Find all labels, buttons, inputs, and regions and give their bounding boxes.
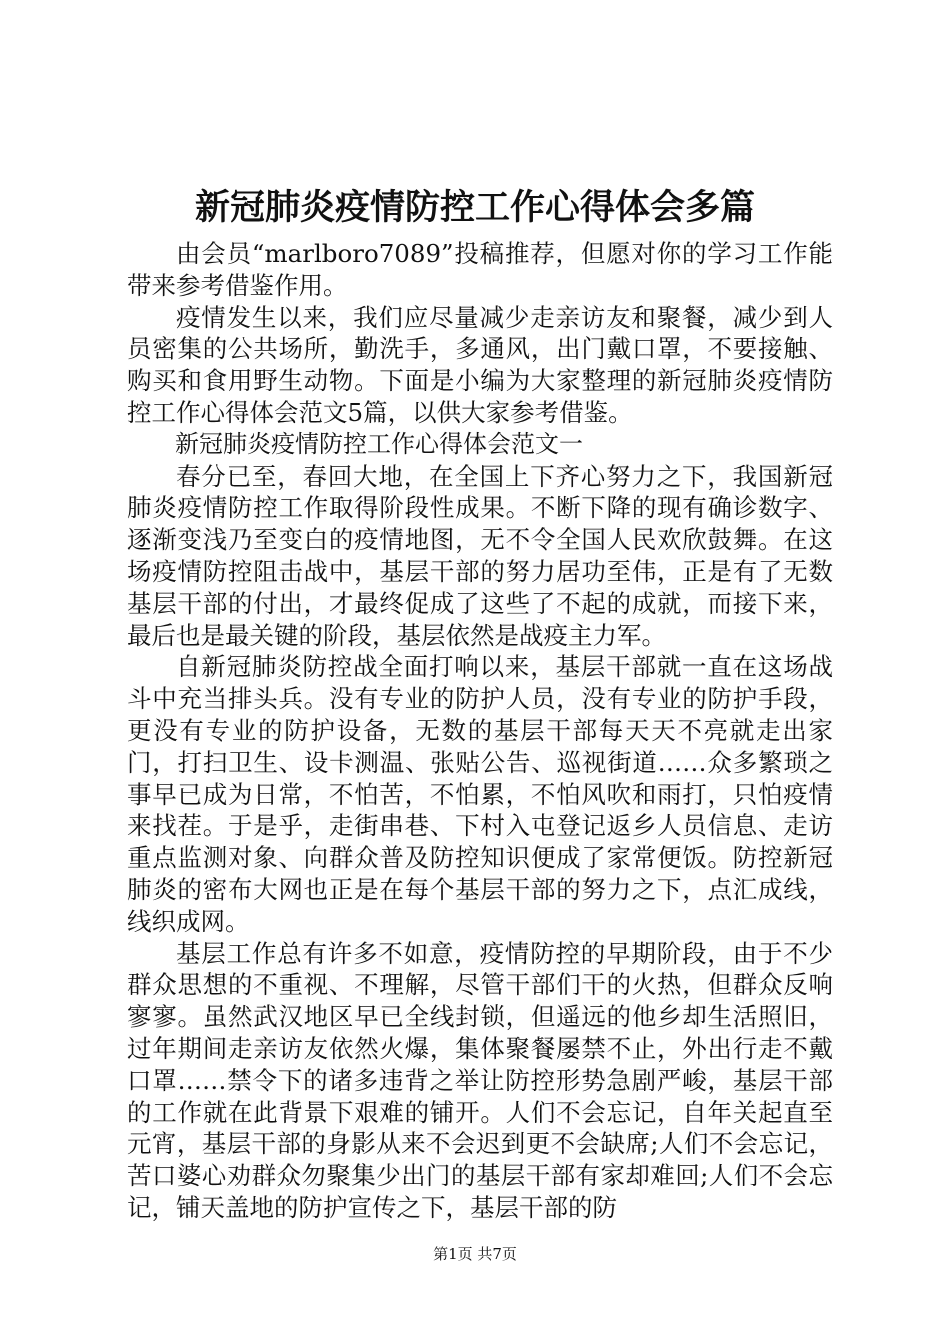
paragraph-intro: 由会员“marlboro7089”投稿推荐，但愿对你的学习工作能带来参考借鉴作用。 [127,239,833,300]
paragraph-body: 春分已至，春回大地，在全国上下齐心努力之下，我国新冠肺炎疫情防控工作取得阶段性成果。不断下降的现有确诊数字、逐渐变浅乃至变白的疫情地图，无不令全国人民欢欣鼓舞。在这场疫情防控阻击战中，基层干部的努力居功至伟，正是有了无数基层干部的付出，才最终促成了这些了不起的成就，而接下来，最后也是最关键的阶段，基层依然是战疫主力军。 [127,461,833,650]
paragraph-body: 基层工作总有许多不如意，疫情防控的早期阶段，由于不少群众思想的不重视、不理解，尽管干部们干的火热，但群众反响寥寥。虽然武汉地区早已全线封锁，但遥远的他乡却生活照旧，过年期间走亲访友依然火爆，集体聚餐屡禁不止，外出行走不戴口罩……禁令下的诸多违背之举让防控形势急剧严峻，基层干部的工作就在此背景下艰难的铺开。人们不会忘记，自年关起直至元宵，基层干部的身影从来不会迟到更不会缺席;人们不会忘记，苦口婆心劝群众勿聚集少出门的基层干部有家却难回;人们不会忘记，铺天盖地的防护宣传之下，基层干部的防 [127,938,833,1222]
document-body [127,238,833,1224]
page-footer: 第1页 共7页 [433,1245,517,1263]
document-title: 新冠肺炎疫情防控工作心得体会多篇 [194,187,755,228]
paragraph-body: 自新冠肺炎防控战全面打响以来，基层干部就一直在这场战斗中充当排头兵。没有专业的防护人员，没有专业的防护手段，更没有专业的防护设备，无数的基层干部每天天不亮就走出家门，打扫卫生、设卡测温、张贴公告、巡视街道……众多繁琐之事早已成为日常，不怕苦，不怕累，不怕风吹和雨打，只怕疫情来找茬。于是乎，走街串巷、下村入屯登记返乡人员信息、走访重点监测对象、向群众普及防控知识便成了家常便饭。防控新冠肺炎的密布大网也正是在每个基层干部的努力之下，点汇成线，线织成网。 [127,652,833,936]
paragraph-summary: 疫情发生以来，我们应尽量减少走亲访友和聚餐，减少到人员密集的公共场所，勤洗手，多通风，出门戴口罩，不要接触、购买和食用野生动物。下面是小编为大家整理的新冠肺炎疫情防控工作心得体会范文5篇，以供大家参考借鉴。 [127,302,833,427]
section-heading: 新冠肺炎疫情防控工作心得体会范文一 [175,429,583,458]
